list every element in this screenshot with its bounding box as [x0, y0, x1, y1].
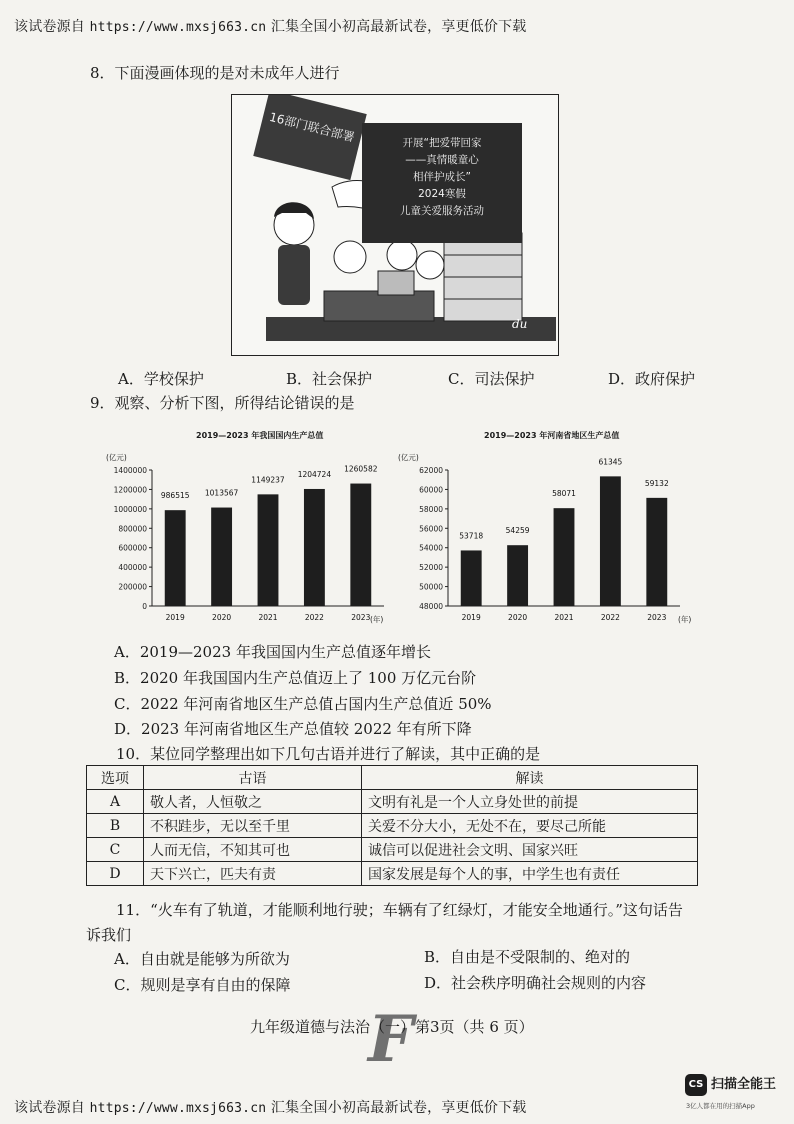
- page-footer: 九年级道德与法治（一）第3页（共 6 页）: [250, 1018, 534, 1036]
- bar: [554, 508, 575, 606]
- y-tick-label: 200000: [118, 582, 147, 592]
- chart-plot: [392, 430, 692, 630]
- bar: [350, 484, 371, 606]
- bar-value-label: 1204724: [297, 469, 332, 479]
- option-letter: B: [87, 814, 144, 838]
- header-right: 汇集全国小初高最新试卷，享更低价下载: [270, 19, 527, 35]
- q8-cartoon: [231, 94, 559, 356]
- y-tick-label: 800000: [118, 524, 147, 534]
- q8-stem: 8．下面漫画体现的是对未成年人进行: [90, 64, 340, 82]
- q9-option-b[interactable]: B．2020 年我国国内生产总值迈上了 100 万亿元台阶: [114, 669, 477, 687]
- x-tick-label: 2021: [258, 613, 278, 622]
- source-footer: [14, 1097, 527, 1117]
- y-tick-label: 62000: [419, 466, 443, 475]
- bar-value-label: 1149237: [251, 475, 285, 485]
- q9-option-c[interactable]: C．2022 年河南省地区生产总值占国内生产总值近 50%: [114, 695, 492, 713]
- table-header-row: [87, 766, 698, 790]
- option-letter: D: [87, 862, 144, 886]
- chart-national-gdp: [96, 430, 396, 630]
- q9-option-a[interactable]: A．2019—2023 年我国国内生产总值逐年增长: [114, 643, 431, 661]
- q11-stem-line2: 诉我们: [86, 926, 132, 944]
- paper-version-mark: F: [368, 1002, 414, 1077]
- teacher-body: [278, 245, 310, 305]
- q11-option-d[interactable]: D．社会秩序明确社会规则的内容: [424, 974, 647, 992]
- y-tick-label: 52000: [419, 563, 443, 573]
- boy2-head: [387, 240, 417, 270]
- chart-plot: [96, 430, 396, 630]
- x-tick-label: 2020: [508, 613, 528, 622]
- table-row: [87, 790, 698, 814]
- interpretation: 文明有礼是一个人立身处世的前提: [362, 790, 698, 814]
- y-axis-label: (亿元): [398, 453, 419, 462]
- q11-option-a[interactable]: A．自由就是能够为所欲为: [114, 950, 290, 968]
- x-tick-label: 2022: [304, 613, 324, 622]
- camscanner-name: 扫描全能王: [711, 1077, 777, 1092]
- bar-value-label: 53718: [459, 531, 484, 541]
- x-tick-label: 2019: [461, 613, 481, 622]
- bar-value-label: 1260582: [344, 464, 378, 474]
- y-axis-label: (亿元): [106, 453, 127, 462]
- option-letter: C: [87, 838, 144, 862]
- header-url[interactable]: https://www.mxsj663.cn: [89, 20, 267, 35]
- event-sign: [362, 123, 522, 243]
- x-tick-label: 2023: [351, 613, 371, 622]
- y-tick-label: 54000: [419, 543, 443, 553]
- bar-value-label: 986515: [160, 491, 190, 501]
- option-letter: A: [87, 790, 144, 814]
- ancient-saying: 不积跬步，无以至千里: [144, 814, 362, 838]
- x-axis-label: (年): [678, 615, 692, 624]
- q11-option-b[interactable]: B．自由是不受限制的、绝对的: [424, 948, 631, 966]
- bar-value-label: 58071: [552, 489, 576, 499]
- table-header: 选项: [87, 766, 144, 790]
- bar-value-label: 59132: [644, 478, 669, 488]
- bar: [211, 508, 232, 606]
- bar: [165, 510, 186, 606]
- y-tick-label: 0: [142, 602, 147, 611]
- bar: [461, 550, 482, 606]
- sign-line: 2024寒假: [418, 188, 466, 200]
- table-header: 古语: [144, 766, 362, 790]
- q8-option-a[interactable]: A．学校保护: [118, 370, 204, 388]
- ancient-saying: 敬人者，人恒敬之: [144, 790, 362, 814]
- boy-head: [334, 241, 366, 273]
- bar-value-label: 61345: [598, 457, 623, 467]
- x-tick-label: 2023: [647, 613, 667, 622]
- chart-title: 2019—2023 年河南省地区生产总值: [484, 431, 620, 440]
- x-tick-label: 2019: [165, 613, 185, 622]
- interpretation: 诚信可以促进社会文明、国家兴旺: [362, 838, 698, 862]
- header-right: 汇集全国小初高最新试卷，享更低价下载: [270, 1100, 527, 1116]
- x-tick-label: 2020: [212, 613, 232, 622]
- q8-option-b[interactable]: B．社会保护: [286, 370, 373, 388]
- q10-stem: 10．某位同学整理出如下几句古语并进行了解读，其中正确的是: [116, 745, 541, 763]
- q11-stem-line1: 11．“火车有了轨道，才能顺利地行驶；车辆有了红绿灯，才能安全地通行。”这句话告: [116, 901, 683, 919]
- table-row: [87, 862, 698, 886]
- q8-option-d[interactable]: D．政府保护: [608, 370, 696, 388]
- interpretation: 国家发展是每个人的事，中学生也有责任: [362, 862, 698, 886]
- y-tick-label: 56000: [419, 524, 443, 534]
- y-tick-label: 58000: [419, 504, 443, 514]
- q10-table: [86, 765, 698, 886]
- source-header: [14, 16, 527, 36]
- artist-signature: du: [512, 317, 528, 331]
- computer: [378, 271, 414, 295]
- y-tick-label: 1000000: [113, 504, 147, 514]
- chart-henan-gdp: [392, 430, 692, 630]
- bar: [304, 489, 325, 606]
- sign-line: 开展“把爱带回家: [402, 137, 482, 149]
- sign-line: 相伴护成长”: [413, 171, 471, 183]
- x-axis-label: (年): [370, 615, 384, 624]
- bar: [258, 494, 279, 606]
- header-left: 该试卷源自: [14, 1100, 85, 1116]
- chart-title: 2019—2023 年我国国内生产总值: [196, 431, 324, 440]
- ancient-saying: 天下兴亡，匹夫有责: [144, 862, 362, 886]
- bar: [600, 476, 621, 606]
- sign-line: 儿童关爱服务活动: [400, 205, 484, 217]
- header-url[interactable]: https://www.mxsj663.cn: [89, 1101, 267, 1116]
- y-tick-label: 400000: [118, 563, 147, 573]
- bar-value-label: 1013567: [204, 488, 239, 498]
- y-tick-label: 48000: [419, 602, 443, 611]
- sign-line: ——真情暖童心: [405, 154, 479, 166]
- y-tick-label: 60000: [419, 485, 443, 495]
- y-tick-label: 1200000: [113, 485, 147, 495]
- table-header: 解读: [362, 766, 698, 790]
- q8-option-c[interactable]: C．司法保护: [448, 370, 535, 388]
- x-tick-label: 2021: [554, 613, 574, 622]
- bar: [507, 545, 528, 606]
- q9-option-d[interactable]: D．2023 年河南省地区生产总值较 2022 年有所下降: [114, 720, 472, 738]
- y-tick-label: 50000: [419, 582, 443, 592]
- bar: [646, 498, 667, 606]
- camscanner-tagline: 3亿人都在用的扫描App: [686, 1102, 755, 1110]
- header-left: 该试卷源自: [14, 19, 85, 35]
- y-tick-label: 600000: [118, 543, 147, 553]
- q9-stem: 9．观察、分析下图，所得结论错误的是: [90, 394, 355, 412]
- girl-head: [416, 251, 444, 279]
- bar-value-label: 54259: [505, 526, 530, 536]
- interpretation: 关爱不分大小，无处不在，要尽己所能: [362, 814, 698, 838]
- agency-sleeve: 16部门联合部署: [253, 94, 366, 180]
- y-tick-label: 1400000: [113, 466, 147, 475]
- ancient-saying: 人而无信，不知其可也: [144, 838, 362, 862]
- camscanner-logo-icon: CS: [685, 1074, 707, 1096]
- table-row: [87, 838, 698, 862]
- q11-option-c[interactable]: C．规则是享有自由的保障: [114, 976, 291, 994]
- table-row: [87, 814, 698, 838]
- x-tick-label: 2022: [600, 613, 620, 622]
